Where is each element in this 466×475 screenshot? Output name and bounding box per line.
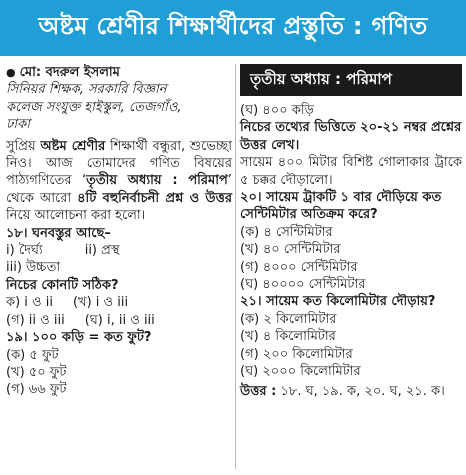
question-21-title: ২১। সায়েম কত কিলোমিটার দৌড়ায়? (240, 294, 436, 310)
intro-text: নিয়ে আলোচনা করা হলো। (6, 208, 146, 224)
stem-text: সায়েম ৪০০ মিটার বিশিষ্ট গোলাকার ট্রাকে ৫ চক্কর দৌড়ালো। (240, 155, 462, 188)
item: ii) প্রস্থ (84, 243, 120, 259)
answer-key (240, 383, 462, 400)
bullet-icon: ● (6, 66, 16, 79)
intro-bold: তৃতীয় অধ্যায় : পরিমাপ (86, 173, 228, 189)
question-18-title: ১৮। ঘনবস্তুর আছে– (6, 225, 111, 241)
intro-text: সুপ্রিয় (6, 138, 41, 154)
question-19-title: ১৯। ১০০ কড়ি = কত ফুট? (6, 330, 152, 346)
option: (গ) ii ও iii (6, 312, 65, 328)
banner-title: অষ্টম শ্রেণীর শিক্ষার্থীদের প্রস্তুতি : গণিত (0, 0, 466, 56)
intro-text: শিক্ষার্থী বন্ধুরা, শুভেচ্ছা নিও। আজ তোমাদের গণিত বিষয়ের পাঠ্যগণিতের ‘ (6, 138, 232, 189)
option: (ঘ) ৪০০০০ সেন্টিমিটার (240, 277, 366, 293)
intro-bold: অষ্টম শ্রেণীর (40, 138, 106, 154)
author-name: মো: বদরুল ইসলাম (19, 65, 120, 80)
item: i) দৈর্ঘ্য (6, 243, 43, 259)
option-row (6, 312, 232, 329)
question-20-title: ২০। সায়েম ট্রাকটি ১ বার দৌড়িয়ে কত সেন্টিমিটার অতিক্রম করে? (240, 190, 442, 223)
designation-line: ঢাকা (6, 117, 30, 133)
intro-bold: ৪টি বহুনির্বাচনী প্রশ্ন ও উত্তর (77, 190, 232, 206)
designation-line: কলেজ সংযুক্ত হাইস্কুল, তেজগাঁও, (6, 99, 182, 115)
option: (ঘ) ৪০০ কড়ি (240, 103, 314, 118)
answer-text: ১৮. ঘ, ১৯. ক, ২০. ঘ, ২১. ক। (276, 383, 445, 399)
option: (খ) ৫০ ফুট (6, 364, 67, 380)
designation-line: সিনিয়র শিক্ষক, সরকারি বিজ্ঞান (6, 82, 167, 98)
question-18-prompt: নিচের কোনটি সঠিক? (6, 277, 119, 293)
option: (ক) ২ কিলোমিটার (240, 311, 337, 327)
option: (ঘ) ২০০০ কিলোমিটার (240, 364, 361, 380)
option: (ঘ) i, ii ও iii (84, 312, 155, 328)
option: (ক) ৫ ফুট (6, 347, 59, 363)
answer-label: উত্তর : (240, 383, 277, 399)
intro-paragraph (6, 138, 232, 225)
chapter-heading: তৃতীয় অধ্যায় : পরিমাপ (240, 64, 462, 96)
stem-heading: নিচের তথ্যের ভিত্তিতে ২০-২১ নম্বর প্রশ্নের উত্তর লেখ। (240, 120, 462, 153)
left-column (6, 64, 232, 399)
option-row (6, 294, 232, 311)
option: (গ) ২০০ কিলোমিটার (240, 346, 353, 362)
option: (খ) ৪ কিলোমিটার (240, 329, 336, 345)
item: iii) উচ্চতা (6, 260, 61, 276)
right-column (240, 64, 462, 400)
column-divider (235, 64, 236, 469)
option: (গ) ৪০০০ সেন্টিমিটার (240, 259, 358, 275)
option: (খ) i ও iii (72, 295, 129, 311)
question-18-items (6, 242, 232, 259)
intro-text: ’ থেকে আরো (6, 173, 232, 206)
author-line (6, 64, 232, 81)
option: (খ) ৪০ সেন্টিমিটার (240, 242, 341, 258)
option: ক) i ও ii (6, 295, 53, 311)
author-designation (6, 81, 232, 133)
option: (ক) ৪ সেন্টিমিটার (240, 224, 333, 240)
option: (গ) ৬৬ ফুট (6, 382, 67, 398)
